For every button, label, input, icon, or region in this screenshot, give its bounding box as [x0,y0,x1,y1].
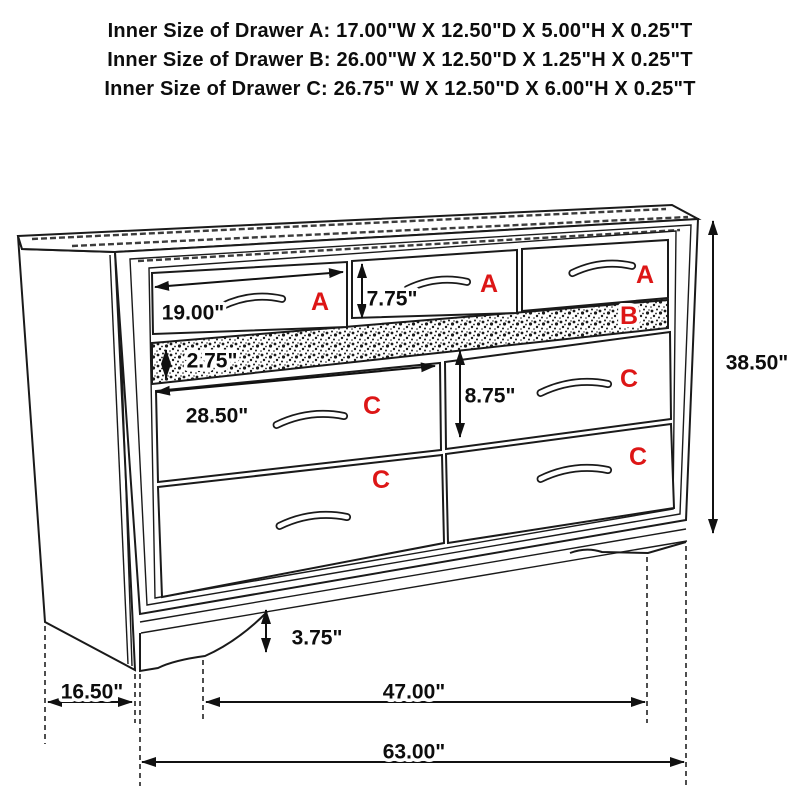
dim-label-strip-height: 2.75" [186,349,238,373]
dim-label-overall-width: 63.00" [382,740,446,764]
drawer-letter-b: B [619,302,639,330]
drawer-letter-c-upper-left: C [362,392,382,420]
dim-label-side-depth: 16.50" [60,680,124,704]
dim-label-inner-leg-span: 47.00" [382,680,446,704]
dim-label-drawer-a-width: 19.00" [161,301,225,325]
dim-label-drawer-c-height: 8.75" [464,384,516,408]
spec-line-drawer-c: Inner Size of Drawer C: 26.75" W X 12.50"D X 6.00"H X 0.25"T [104,78,696,100]
dim-label-overall-height: 38.50" [725,351,789,375]
drawer-letter-a1: A [310,288,330,316]
drawer-letter-c-upper-right: C [619,365,639,393]
spec-line-drawer-b: Inner Size of Drawer B: 26.00"W X 12.50"D X 1.25"H X 0.25"T [107,49,693,71]
drawer-letter-a2: A [479,270,499,298]
dim-label-drawer-a-height: 7.75" [366,287,418,311]
spec-line-drawer-a: Inner Size of Drawer A: 17.00"W X 12.50"D X 5.00"H X 0.25"T [107,20,693,42]
dim-label-drawer-c-width: 28.50" [185,404,249,428]
drawer-letter-a3: A [635,261,655,289]
drawer-letter-c-lower-right: C [628,443,648,471]
dim-label-leg-clearance: 3.75" [291,626,343,650]
drawer-letter-c-lower-left: C [371,466,391,494]
